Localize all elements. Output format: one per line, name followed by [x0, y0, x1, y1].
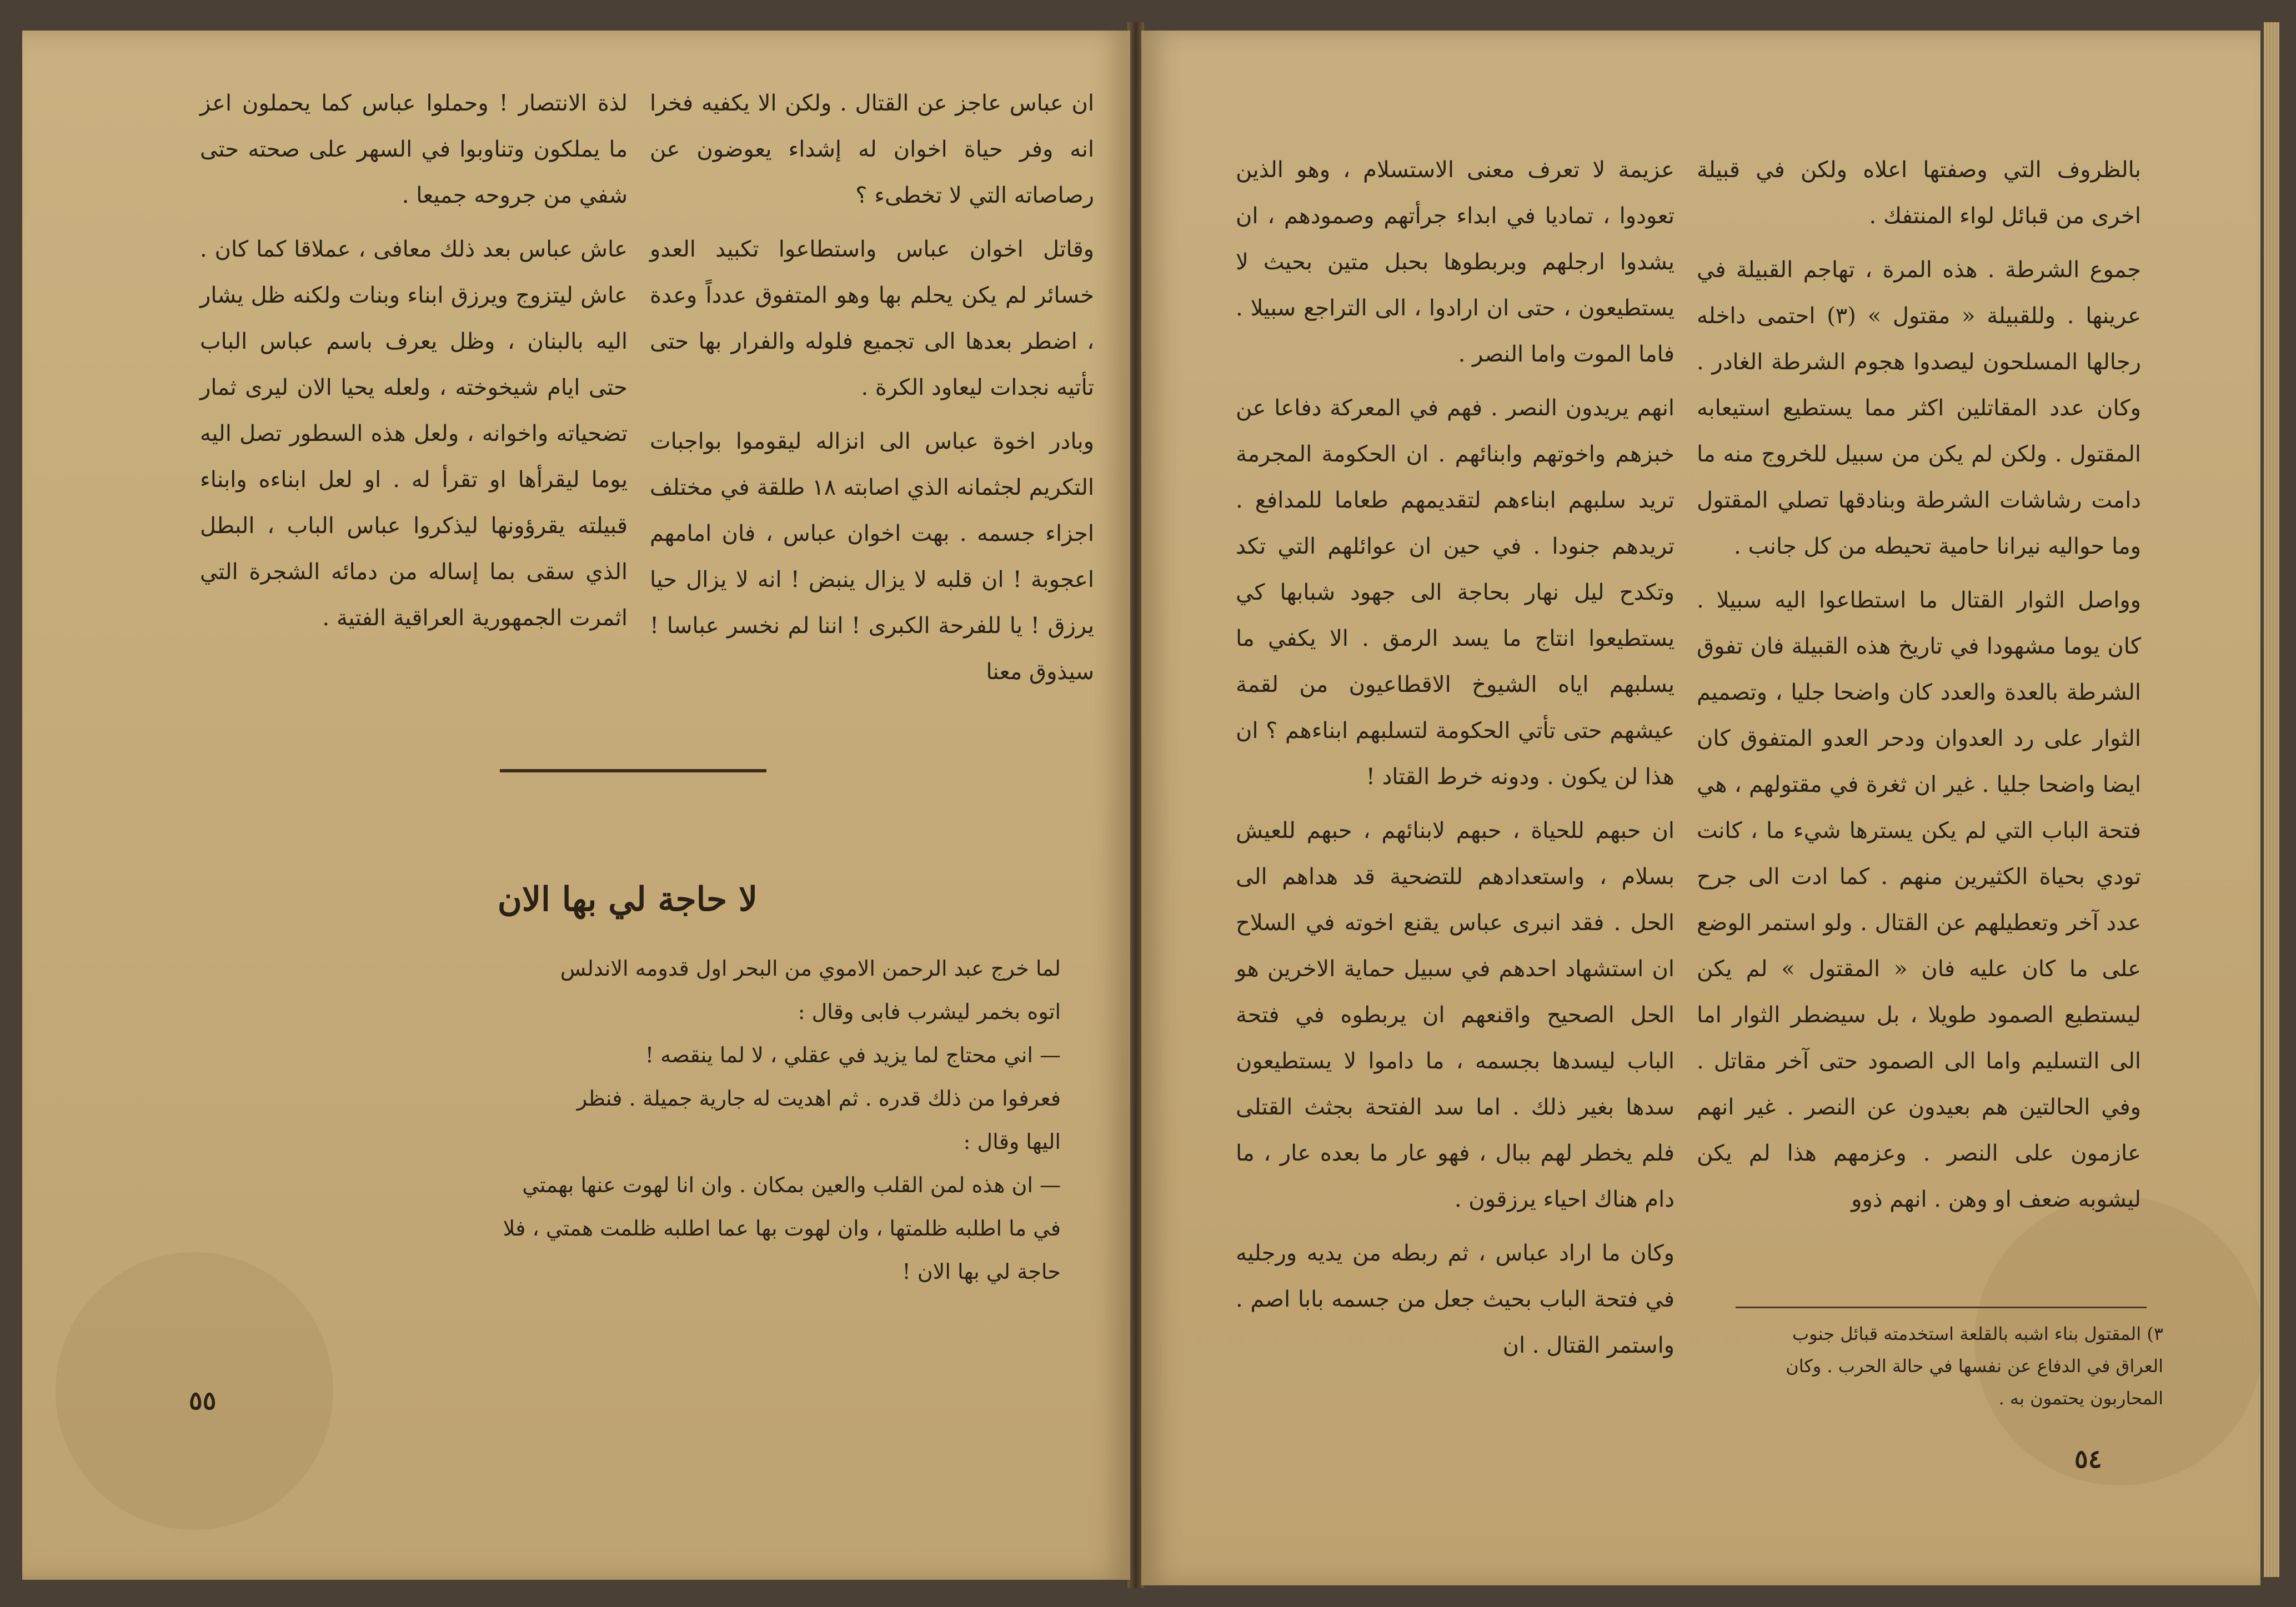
paragraph: لذة الانتصار ! وحملوا عباس كما يحملون اعز ما يملكون وتناوبوا في السهر على صحته حتى شفي من جروحه جميعا .: [200, 91, 628, 208]
text-line: في ما اطلبه ظلمتها ، وان لهوت بها عما اطلبه ظلمت همتي ، فلا: [503, 1216, 1061, 1241]
paragraph: وبادر اخوة عباس الى انزاله ليقوموا بواجبات التكريم لجثمانه الذي اصابته ١٨ طلقة في مختلف اجزاء جسمه . بهت اخوان عباس ، فان امامهم اعجوبة ! ان قلبه لا يزال ينبض ! انه لا يزال حيا يرزق ! يا للفرحة الكبرى ! اننا لم نخسر عباسا ! سيذوق معنا: [650, 429, 1094, 685]
left-page-column-left: [200, 81, 628, 649]
paragraph: بالظروف التي وصفتها اعلاه ولكن في قبيلة اخرى من قبائل لواء المنتفك .: [1697, 157, 2141, 229]
text-line: — ان هذه لمن القلب والعين بمكان . وان انا لهوت عنها بهمتي: [522, 1173, 1061, 1197]
page-number: ٥٤: [2074, 1444, 2102, 1474]
page-edges: [2264, 22, 2279, 1577]
paragraph: انهم يريدون النصر . فهم في المعركة دفاعا عن خبزهم واخوتهم وابنائهم . ان الحكومة المجرمة تريد سلبهم ابناءهم لتقديمهم طعاما للمدافع . تريدهم جنودا . في حين ان عوائلهم التي تكد وتكدح ليل نهار بحاجة الى جهود شبابها كي يستطيعوا انتاج ما يسد الرمق . الا يكفي ما يسلبهم اياه الشيوخ الاقطاعيون من لقمة عيشهم حتى تأتي الحكومة لتسلبهم ابناءهم ؟ ان هذا لن يكون . ودونه خرط القتاد !: [1236, 395, 1675, 790]
paragraph: وواصل الثوار القتال ما استطاعوا اليه سبيلا . كان يوما مشهودا في تاريخ هذه القبيلة فان تفوق الشرطة بالعدة والعدد كان واضحا جليا ، وتصميم الثوار على رد العدوان ودحر العدو المتفوق كان ايضا واضحا جليا . غير ان ثغرة في مقتولهم ، هي فتحة الباب التي لم يكن يسترها شيء ما ، كانت تودي بحياة الكثيرين منهم . كما ادت الى جرح عدد آخر وتعطيلهم عن القتال . ولو استمر الوضع على ما كان عليه فان « المقتول » لم يكن ليستطيع الصمود طويلا ، بل سيضطر الثوار اما الى التسليم واما الى الصمود حتى آخر مقاتل . وفي الحالتين هم بعيدون عن النصر . غير انهم عازمون على النصر . وعزمهم هذا لم يكن ليشوبه ضعف او وهن . انهم ذوو: [1697, 587, 2141, 1212]
footnote-divider: [1736, 1307, 2147, 1308]
footnote: ٣) المقتول بناء اشبه بالقلعة استخدمته قبائل جنوب العراق في الدفاع عن نفسها في حالة الحرب . وكان المحاربون يحتمون به .: [1786, 1323, 2163, 1409]
paragraph: ان عباس عاجز عن القتال . ولكن الا يكفيه فخرا انه وفر حياة اخوان له إشداء يعوضون عن رصاصاته التي لا تخطىء ؟: [650, 91, 1094, 208]
right-page-column-right: [1697, 147, 2141, 1231]
paragraph: عزيمة لا تعرف معنى الاستسلام ، وهو الذين تعودوا ، تماديا في ابداء جرأتهم وصمودهم ، ان يشدوا ارجلهم وبربطوها بحبل متين بحيث لا يستطيعون ، حتى ان ارادوا ، الى التراجع سبيلا . فاما الموت واما النصر .: [1236, 157, 1675, 367]
left-page-column-right: [650, 81, 1094, 703]
text-line: حاجة لي بها الان !: [902, 1259, 1061, 1284]
section-divider: [500, 769, 766, 772]
paragraph: وكان ما اراد عباس ، ثم ربطه من يديه ورجليه في فتحة الباب بحيث جعل من جسمه بابا اصم . واستمر القتال . ان: [1236, 1241, 1675, 1358]
paragraph: وقاتل اخوان عباس واستطاعوا تكبيد العدو خسائر لم يكن يحلم بها وهو المتفوق عدداً وعدة ، اضطر بعدها الى تجميع فلوله والفرار بها حتى تأتيه نجدات ليعاود الكرة .: [650, 237, 1094, 400]
text-line: لما خرج عبد الرحمن الاموي من البحر اول قدومه الاندلس: [560, 956, 1061, 981]
text-line: — اني محتاج لما يزيد في عقلي ، لا لما ينقصه !: [645, 1043, 1061, 1067]
text-line: اليها وقال :: [963, 1129, 1061, 1154]
left-page: [22, 31, 1130, 1580]
section-title: لا حاجة لي بها الان: [497, 880, 758, 919]
paragraph: جموع الشرطة . هذه المرة ، تهاجم القبيلة في عرينها . وللقبيلة « مقتول » (٣) احتمى داخله رجالها المسلحون ليصدوا هجوم الشرطة الغادر . وكان عدد المقاتلين اكثر مما يستطيع استيعابه المقتول . ولكن لم يكن من سبيل للخروج منه ما دامت رشاشات الشرطة وبنادقها تصلي المقتول وما حواليه نيرانا حامية تحيطه من كل جانب .: [1697, 257, 2141, 559]
paragraph: عاش عباس بعد ذلك معافى ، عملاقا كما كان . عاش ليتزوج ويرزق ابناء وبنات ولكنه ظل يشار اليه بالبنان ، وظل يعرف باسم عباس الباب حتى ايام شيخوخته ، ولعله يحيا الان ليرى ثمار تضحياته واخوانه ، ولعل هذه السطور تصل اليه يوما ليقرأها او تقرأ له . او لعل ابناءه وابناء قبيلته يقرؤونها ليذكروا عباس الباب ، البطل الذي سقى بما إساله من دمائه الشجرة التي اثمرت الجمهورية العراقية الفتية .: [200, 237, 628, 631]
page-number: ٥٥: [189, 1385, 217, 1415]
text-line: اتوه بخمر ليشرب فابى وقال :: [798, 1000, 1061, 1024]
anecdote-text: [378, 947, 1061, 1293]
right-page: [1141, 31, 2260, 1585]
text-line: فعرفوا من ذلك قدره . ثم اهديت له جارية جميلة . فنظر: [576, 1086, 1061, 1111]
right-page-column-left: [1236, 147, 1675, 1377]
paragraph: ان حبهم للحياة ، حبهم لابنائهم ، حبهم للعيش بسلام ، واستعدادهم للتضحية قد هداهم الى الحل . فقد انبرى عباس يقنع اخوته في السلاح ان استشهاد احدهم في سبيل حماية الاخرين هو الحل الصحيح واقنعهم ان يربطوه في فتحة الباب ليسدها بجسمه ، ما داموا لا يستطيعون سدها بغير ذلك . اما سد الفتحة بجثث القتلى فلم يخطر لهم ببال ، فهو عار ما بعده عار ، ما دام هناك احياء يرزقون .: [1236, 818, 1675, 1212]
